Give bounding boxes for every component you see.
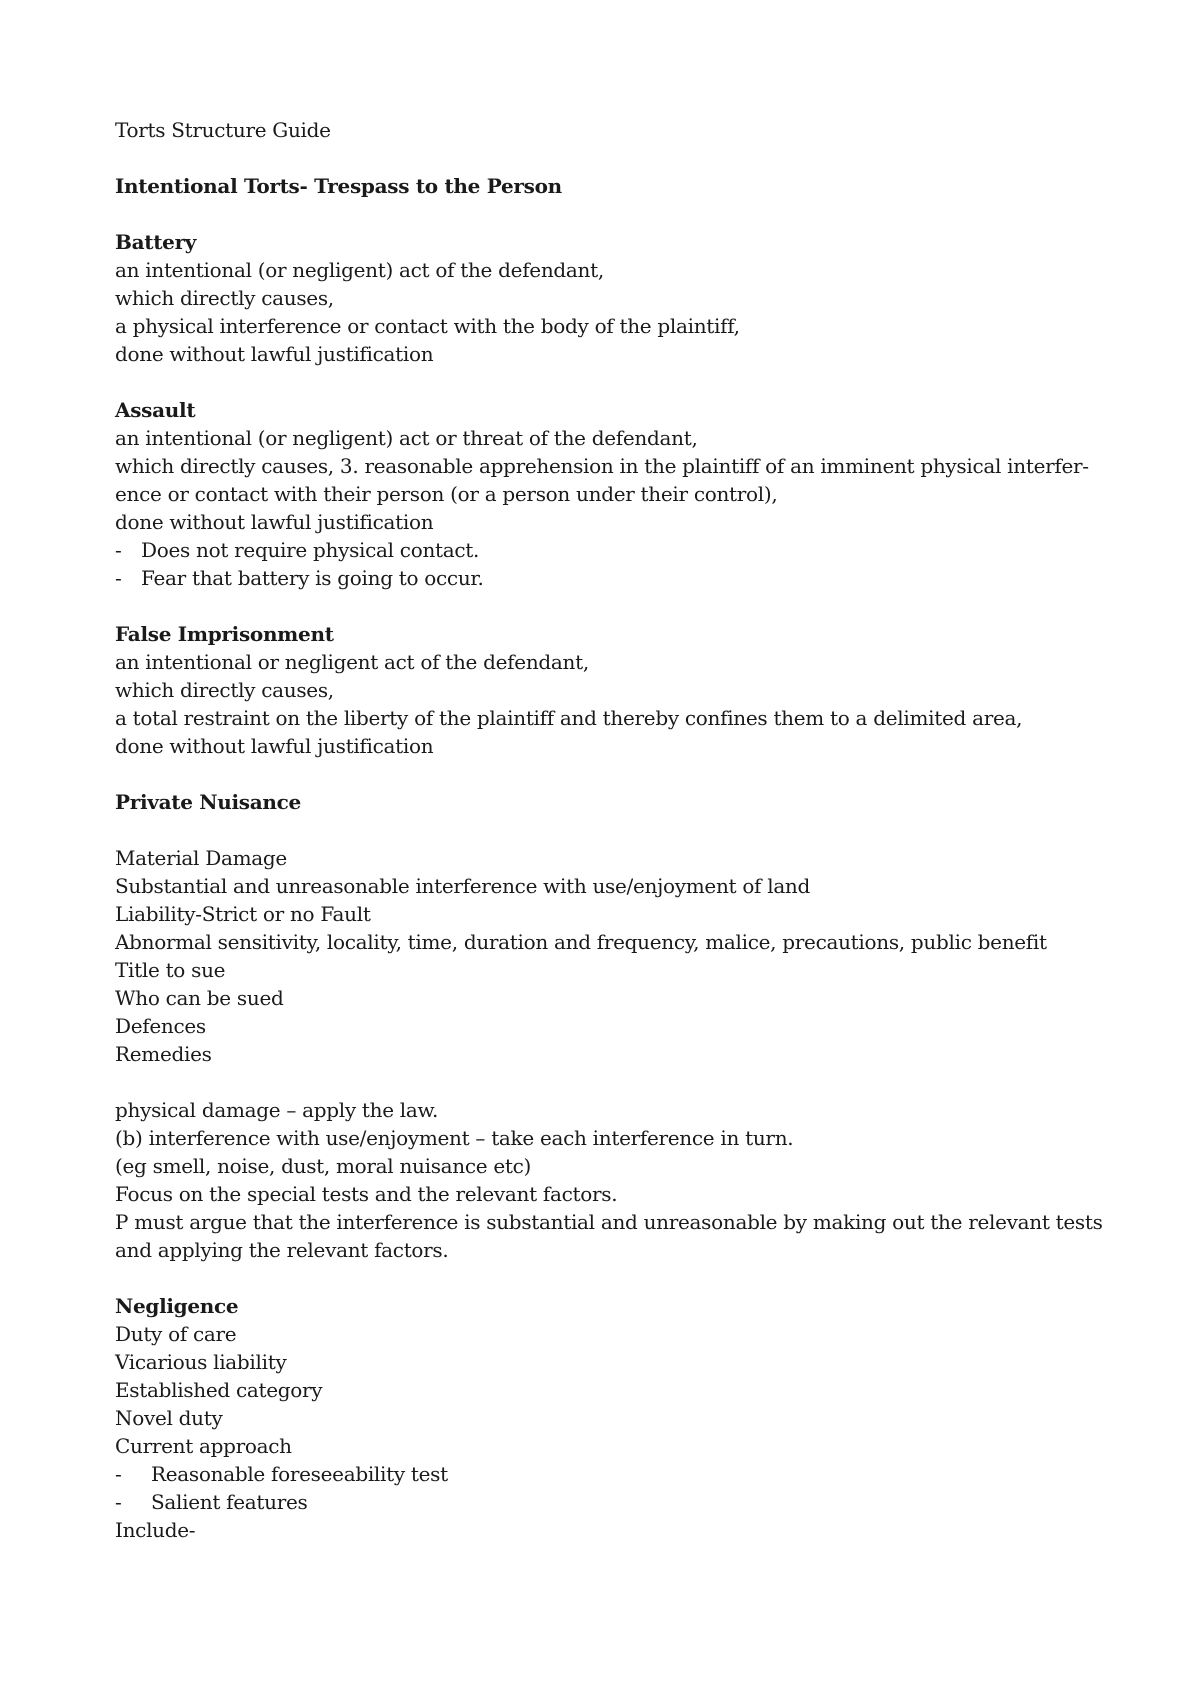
battery-heading: Battery (115, 230, 197, 254)
negligence-line: Novel duty (115, 1406, 223, 1430)
section-heading-intentional-torts: Intentional Torts- Trespass to the Person (115, 174, 562, 198)
negligence-line: Current approach (115, 1434, 292, 1458)
dash-marker: - (115, 1490, 122, 1514)
battery-line: done without lawful justification (115, 342, 434, 366)
assault-bullet (115, 536, 1105, 564)
battery-line: a physical interference or contact with the body of the plaintiff, (115, 314, 740, 338)
negligence-line: Duty of care (115, 1322, 237, 1346)
document-body (115, 116, 1105, 1544)
negligence-bullet-text: Reasonable foreseeability test (151, 1462, 448, 1486)
nuisance-note: and applying the relevant factors. (115, 1238, 449, 1262)
nuisance-item: Defences (115, 1014, 206, 1038)
dash-marker: - (115, 538, 122, 562)
negligence-heading: Negligence (115, 1294, 239, 1318)
nuisance-item: Who can be sued (115, 986, 284, 1010)
assault-line: ence or contact with their person (or a person under their control), (115, 482, 778, 506)
false-imprisonment-heading: False Imprisonment (115, 622, 334, 646)
assault-bullet (115, 564, 1105, 592)
negligence-line: Vicarious liability (115, 1350, 287, 1374)
assault-bullet-text: Fear that battery is going to occur. (141, 566, 484, 590)
assault-line: which directly causes, 3. reasonable apprehension in the plaintiff of an imminent physical interfer- (115, 454, 1089, 478)
nuisance-note: Focus on the special tests and the relevant factors. (115, 1182, 618, 1206)
nuisance-item: Material Damage (115, 846, 287, 870)
assault-bullet-text: Does not require physical contact. (141, 538, 480, 562)
false-imprisonment-line: a total restraint on the liberty of the plaintiff and thereby confines them to a delimited area, (115, 706, 1023, 730)
nuisance-note: (eg smell, noise, dust, moral nuisance etc) (115, 1154, 532, 1178)
nuisance-item: Abnormal sensitivity, locality, time, duration and frequency, malice, precautions, public benefit (115, 930, 1047, 954)
negligence-bullet (115, 1488, 1105, 1516)
assault-line: an intentional (or negligent) act or threat of the defendant, (115, 426, 698, 450)
false-imprisonment-line: done without lawful justification (115, 734, 434, 758)
nuisance-item: Substantial and unreasonable interference with use/enjoyment of land (115, 874, 811, 898)
false-imprisonment-line: which directly causes, (115, 678, 334, 702)
dash-marker: - (115, 1462, 122, 1486)
nuisance-note: P must argue that the interference is substantial and unreasonable by making out the relevant tests (115, 1210, 1103, 1234)
false-imprisonment-line: an intentional or negligent act of the defendant, (115, 650, 589, 674)
nuisance-item: Remedies (115, 1042, 212, 1066)
negligence-tail: Include- (115, 1518, 196, 1542)
nuisance-note: physical damage – apply the law. (115, 1098, 439, 1122)
battery-line: which directly causes, (115, 286, 334, 310)
assault-heading: Assault (115, 398, 196, 422)
negligence-line: Established category (115, 1378, 323, 1402)
nuisance-item: Title to sue (115, 958, 226, 982)
document-title: Torts Structure Guide (115, 118, 331, 142)
private-nuisance-heading: Private Nuisance (115, 790, 301, 814)
nuisance-note: (b) interference with use/enjoyment – take each interference in turn. (115, 1126, 794, 1150)
dash-marker: - (115, 566, 122, 590)
nuisance-item: Liability-Strict or no Fault (115, 902, 371, 926)
assault-line: done without lawful justification (115, 510, 434, 534)
battery-line: an intentional (or negligent) act of the defendant, (115, 258, 604, 282)
negligence-bullet (115, 1460, 1105, 1488)
negligence-bullet-text: Salient features (151, 1490, 308, 1514)
